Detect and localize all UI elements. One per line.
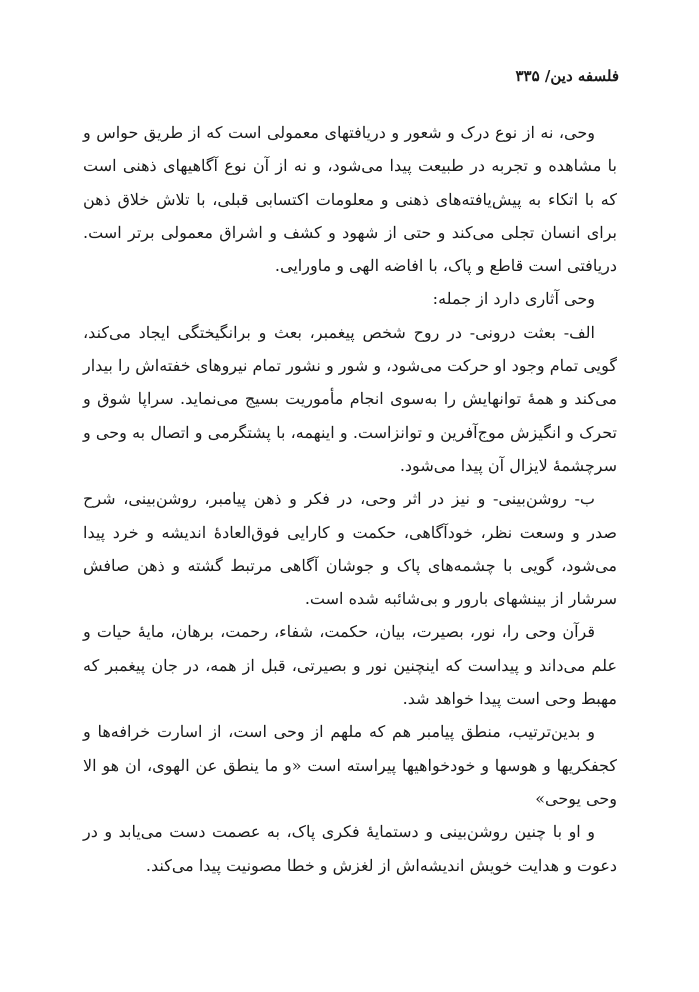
paragraph-revelation-definition: وحی، نه از نوع درک و شعور و دریافتهای معمولی است که از طریق حواس و با مشاهده و تجربه در طبیعت پیدا می‌شود، و نه از آن نوع آگاهیهای ذهنی است که با اتکاء به پیش‌یافته‌های ذهنی و معلومات اکتسابی قبلی، با تلاش خلاق ذهن برای انسان تجلی می‌کند و حتی از شهود و کشف و اشراق معمولی برتر است. دریافتی است قاطع و پاک، با افاضه الهی و ماورایی. bbox=[83, 123, 617, 276]
running-head: فلسفه دین/ ۳۳۵ bbox=[515, 67, 619, 85]
paragraph-quran-light: قرآن وحی را، نور، بصیرت، بیان، حکمت، شفاء، رحمت، برهان، مایهٔ حیات و علم می‌داند و پیداست که اینچنین نور و بصیرتی، قبل از همه، در جان پیغمبر که مهبط وحی است پیدا خواهد شد. bbox=[83, 622, 617, 709]
paragraph-effects-intro: وحی آثاری دارد از جمله: bbox=[432, 289, 595, 309]
paragraph-inner-awakening: الف- بعثت درونی- در روح شخص پیغمبر، بعث و برانگیختگی ایجاد می‌کند، گویی تمام وجود او حرکت می‌شود، و شور و نشور تمام نیروهای خفته‌اش را بیدار می‌کند و همهٔ توانهایش را به‌سوی انجام مأموریت بسیج می‌نماید. سراپا شوق و تحرک و انگیزش موج‌آفرین و توانزاست. و اینهمه، با پشتگرمی و اتصال به وحی و سرچشمهٔ لایزال آن پیدا می‌شود. bbox=[83, 322, 617, 475]
paragraph-prophet-logic: و بدین‌ترتیب، منطق پیامبر هم که ملهم از وحی است، از اسارت خرافه‌ها و کجفکریها و هوسها و خودخواهیها پیراسته است «و ما ینطق عن الهوی، ان هو الا وحی یوحی» bbox=[83, 722, 617, 808]
paragraph-insight: ب- روشن‌بینی- و نیز در اثر وحی، در فکر و ذهن پیامبر، روشن‌بینی، شرح صدر و وسعت نظر، خودآگاهی، حکمت و کارایی فوق‌العادهٔ اندیشه و خرد پیدا می‌شود، گویی با چشمه‌های پاک و جوشان آگاهی مرتبط گشته و ذهن صافش سرشار از بینشهای بارور و بی‌شائبه شده است. bbox=[83, 489, 617, 609]
paragraph-infallibility: و او با چنین روشن‌بینی و دستمایهٔ فکری پاک، به عصمت دست می‌یابد و در دعوت و هدایت خویش اندیشه‌اش از لغزش و خطا مصونیت پیدا می‌کند. bbox=[83, 822, 617, 875]
body-text bbox=[83, 116, 617, 882]
